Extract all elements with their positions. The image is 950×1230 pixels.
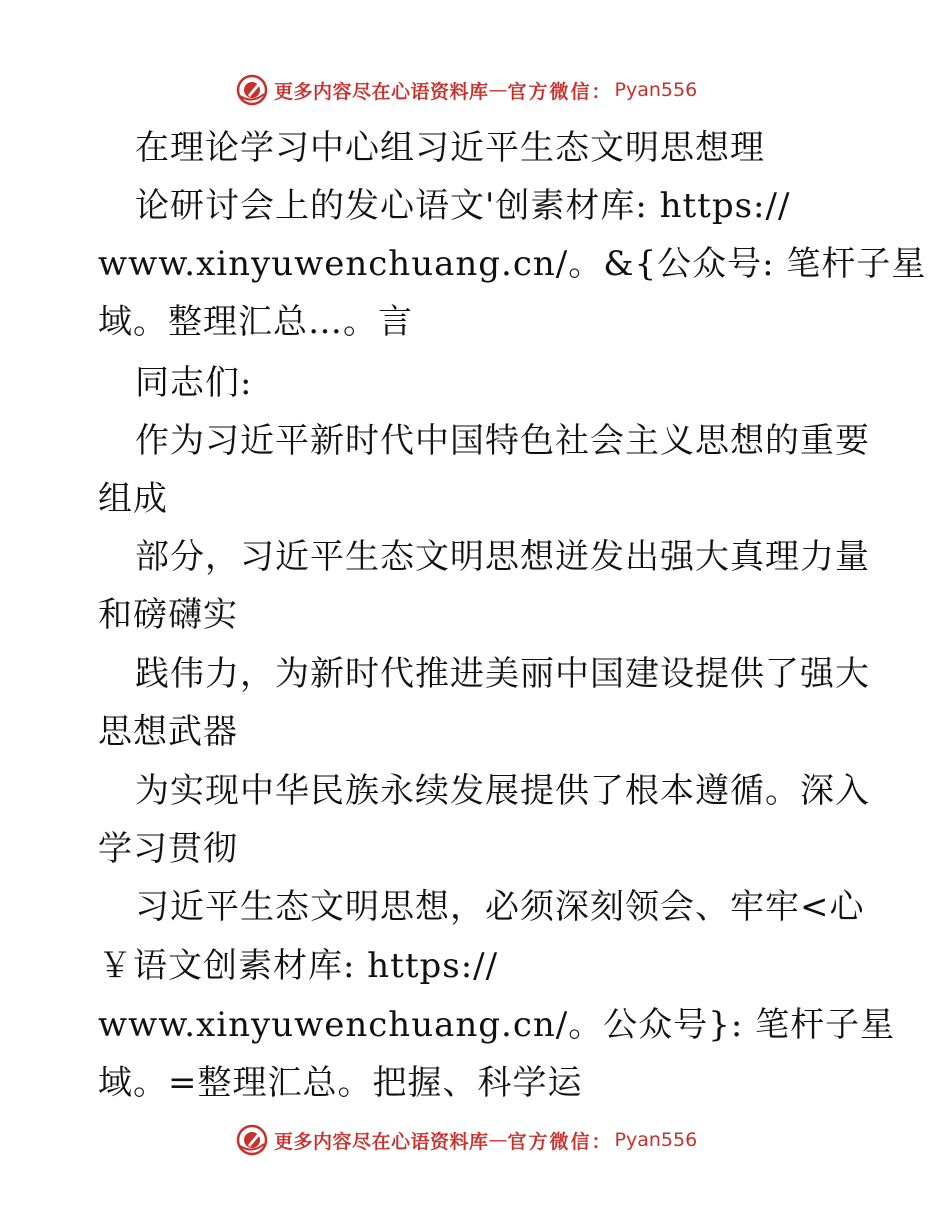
watermark-footer — [236, 1122, 697, 1158]
text-line: 论研讨会上的发心语文'创素材库: https:// — [135, 186, 791, 226]
text-line: 在理论学习中心组习近平生态文明思想理 — [135, 128, 765, 168]
text-line: 习近平生态文明思想，必须深刻领会、牢牢<心 — [135, 887, 865, 927]
watermark-dash: — — [488, 79, 508, 101]
text-line: 为实现中华民族永续发展提供了根本遵循。深入 — [135, 771, 870, 811]
text-line: ￥语文创素材库: https:// — [98, 946, 499, 986]
text-line: 作为习近平新时代中国特色社会主义思想的重要 — [135, 421, 870, 461]
text-line: 同志们: — [135, 363, 253, 403]
text-line: 部分，习近平生态文明思想迸发出强大真理力量 — [135, 537, 870, 577]
text-line: 域。整理汇总…。言 — [98, 302, 413, 342]
text-line: 域。=整理汇总。把握、科学运 — [98, 1063, 583, 1103]
text-line: 组成 — [98, 479, 168, 519]
watermark-main: 更多内容尽在心语资料库 — [274, 1130, 489, 1153]
watermark-dash: — — [488, 1129, 508, 1151]
watermark-sub: 官方微信： — [507, 1130, 613, 1153]
text-line: www.xinyuwenchuang.cn/。公众号}: 笔杆子星 — [98, 1005, 896, 1045]
text-line: www.xinyuwenchuang.cn/。&{公众号: 笔杆子星 — [98, 244, 927, 284]
text-line: 学习贯彻 — [98, 829, 238, 869]
pen-logo-icon — [236, 1124, 268, 1156]
watermark-id: Pyan556 — [614, 1129, 698, 1151]
text-line: 践伟力，为新时代推进美丽中国建设提供了强大 — [135, 654, 870, 694]
watermark-main: 更多内容尽在心语资料库 — [274, 80, 489, 103]
watermark-id: Pyan556 — [614, 79, 698, 101]
text-line: 思想武器 — [98, 712, 238, 752]
text-line: 和磅礴实 — [98, 595, 238, 635]
watermark-sub: 官方微信： — [507, 80, 613, 103]
